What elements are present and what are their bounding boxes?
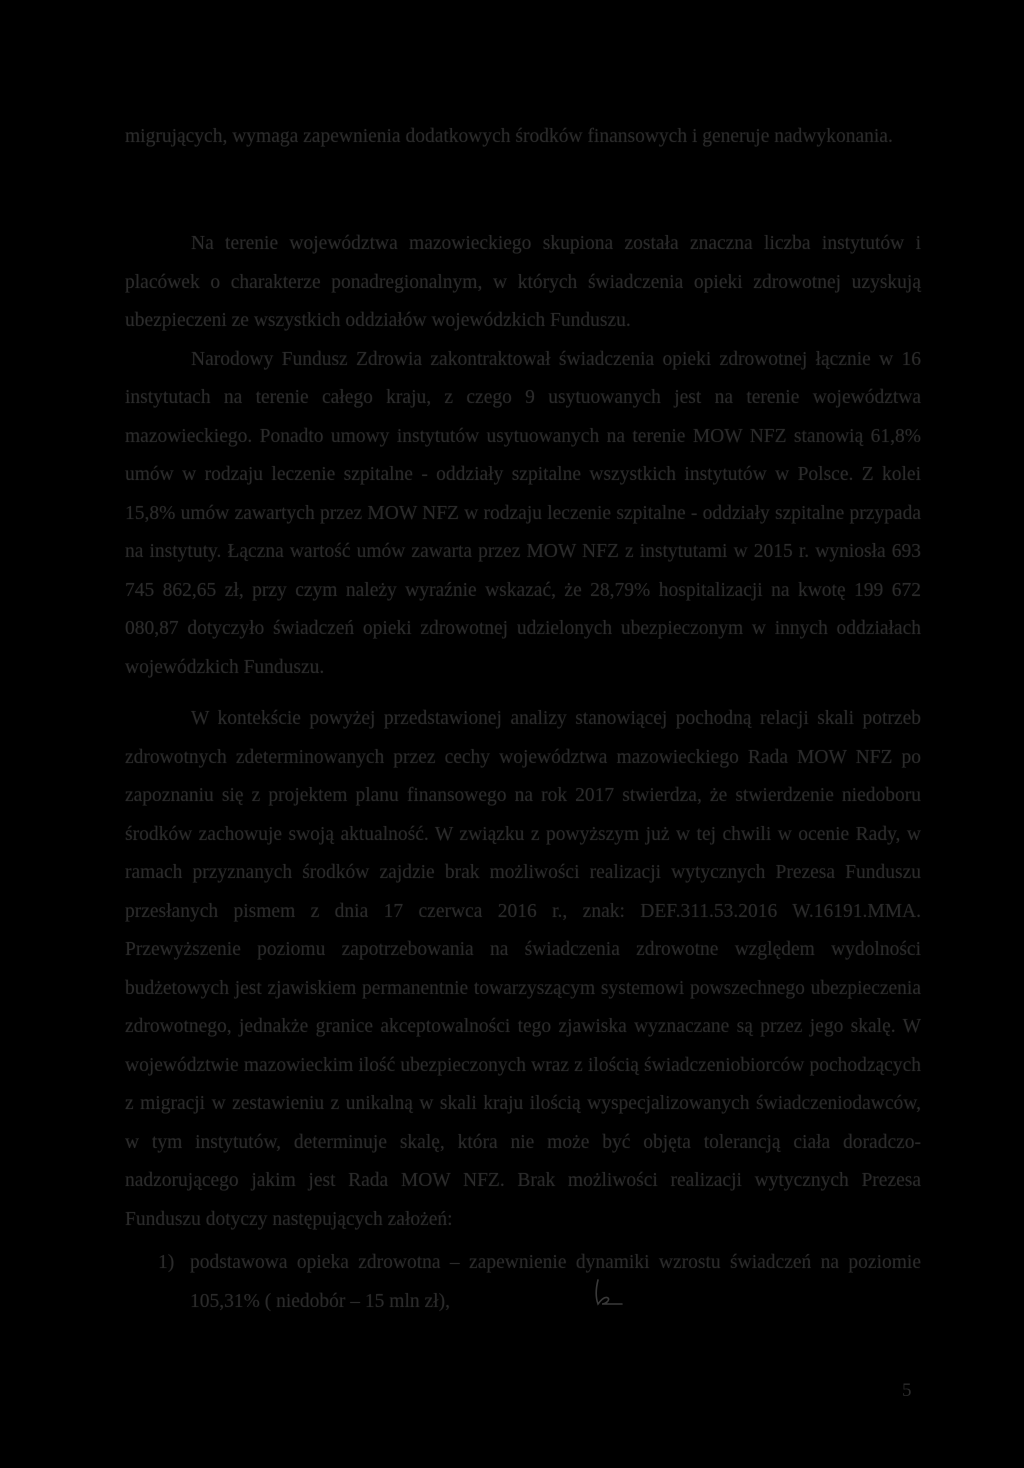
paragraph-context-text: W kontekście powyżej przedstawionej analizy stanowiącej pochodną relacji skali potrzeb zdrowotnych zdeterminowanych przez cechy województwa mazowieckiego Rada MOW NFZ po zapoznaniu się z projektem planu finansowego na rok 2017 stwierdza, że stwierdzenie niedoboru środków zachowuje swoją aktualność. W związku z powyższym już w tej chwili w ocenie Rady, w ramach przyznanych środków zajdzie brak możliwości realizacji wytycznych Prezesa Funduszu przesłanych pismem z dnia 17 czerwca 2016 r., znak: DEF.311.53.2016 W.16191.MMA. Przewyższenie poziomu zapotrzebowania na świadczenia zdrowotne względem wydolności budżetowych jest zjawiskiem permanentnie towarzyszącym systemowi powszechnego ubezpieczenia zdrowotnego, jednakże granice akceptowalności tego zjawiska wyznaczane są przez jego skalę. W województwie mazowieckim ilość ubezpieczonych wraz z ilością świadczeniobiorców pochodzących z migracji w zestawieniu z unikalną w skali kraju ilością wyspecjalizowanych świadczeniodawców, w tym instytutów, determinuje skalę, która nie może być objęta tolerancją ciała doradczo-nadzorującego jakim jest Rada MOW NFZ. Brak możliwości realizacji wytycznych Prezesa Funduszu dotyczy następujących założeń: [125, 708, 921, 1230]
paragraph-institutes-second: Narodowy Fundusz Zdrowia zakontraktował świadczenia opieki zdrowotnej łącznie w 16 instytutach na terenie całego kraju, z czego 9 usytuowanych jest na terenie województwa mazowieckiego. Ponadto umowy instytutów usytuowanych na terenie MOW NFZ stanowią 61,8% umów w rodzaju leczenie szpitalne - oddziały szpitalne wszystkich instytutów w Polsce. Z kolei 15,8% umów zawartych przez MOW NFZ w rodzaju leczenie szpitalne - oddziały szpitalne przypada na instytuty. Łączna wartość umów zawarta przez MOW NFZ z instytutami w 2015 r. wyniosła 693 745 862,65 zł, przy czym należy wyraźnie wskazać, że 28,79% hospitalizacji na kwotę 199 672 080,87 dotyczyło świadczeń opieki zdrowotnej udzielonych ubezpieczonym w innych oddziałach wojewódzkich Funduszu. [125, 348, 921, 678]
list-item-text: podstawowa opieka zdrowotna – zapewnienie dynamiki wzrostu świadczeń na poziomie 105,31% ( niedobór – 15 mln zł), [190, 1252, 921, 1312]
paragraph-text: migrujących, wymaga zapewnienia dodatkowych środków finansowych i generuje nadwykonania. [125, 126, 893, 147]
handwritten-initials [592, 1276, 626, 1310]
page-number: 5 [902, 1380, 912, 1401]
list-item-primary-care [158, 1244, 921, 1321]
paragraph-continuation [125, 118, 921, 157]
list-item-number: 1) [158, 1252, 175, 1273]
paragraph-institutes-first: Na terenie województwa mazowieckiego skupiona została znaczna liczba instytutów i placówek o charakterze ponadregionalnym, w których świadczenia opieki zdrowotnej uzyskują ubezpieczeni ze wszystkich oddziałów wojewódzkich Funduszu. [125, 233, 921, 331]
paragraph-institutes [125, 225, 921, 687]
paragraph-context [125, 700, 921, 1239]
